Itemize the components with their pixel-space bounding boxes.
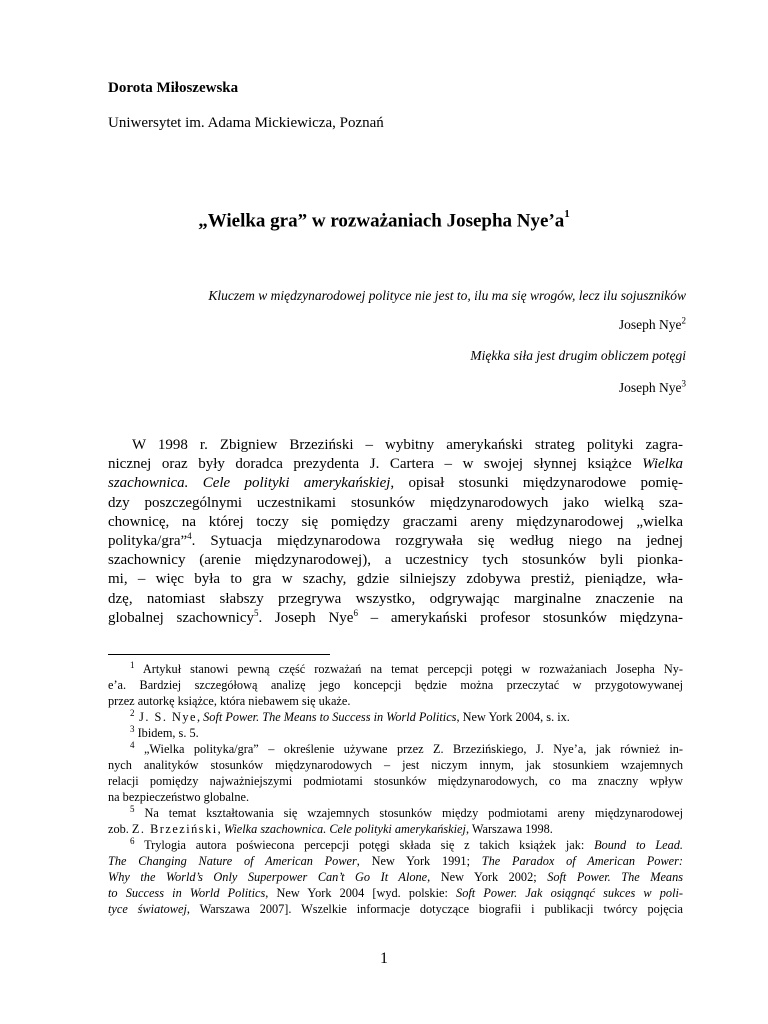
footnote-ref[interactable]: 6	[353, 607, 358, 618]
footnote-ref[interactable]: 5	[253, 607, 259, 618]
epigraph-2-footnote-ref[interactable]: 3	[681, 378, 686, 389]
author-affiliation: Uniwersytet im. Adama Mickiewicza, Poznań	[108, 115, 384, 131]
epigraph-1-attribution	[619, 317, 686, 333]
footnote-line	[108, 853, 683, 869]
footnote-text: Trylogia autora poświecona percepcji potęgi składa się z takich książek jak:	[134, 838, 595, 852]
body-line: W 1998 r. Zbigniew Brzeziński – wybitny amerykański strateg polityki zagra-	[132, 437, 683, 453]
footnote-book-title: Bound to Lead.	[594, 838, 683, 852]
footnote-text: , New York 1991;	[356, 854, 482, 868]
footnote-line: na bezpieczeństwo globalne.	[108, 790, 250, 804]
footnote-text: , Warszawa 1998.	[465, 822, 553, 836]
body-line	[108, 474, 683, 493]
footnote-book-title: The Paradox of American Power:	[481, 854, 683, 868]
title-footnote-ref[interactable]: 1	[564, 208, 570, 220]
footnote-book-title: Soft Power. The Means	[547, 870, 684, 884]
footnote-book-title: The Changing Nature of American Power	[108, 854, 357, 868]
body-line	[108, 532, 683, 551]
footnote-line	[108, 885, 683, 901]
body-text: . Sytuacja międzynarodowa rozgrywała się według niego na jednej	[191, 533, 683, 550]
body-line: chownicę, na której toczy się pomiędzy graczami areny międzynarodowej „wielka	[108, 513, 683, 530]
footnote-text: Na temat kształtowania się wzajemnych stosunków między podmiotami areny międzynarodowej	[134, 806, 683, 820]
body-line: dzę, natomiast słabszy przegrywa wszystko, odgrywając marginalne znaczenie na	[108, 590, 683, 607]
footnote-number: 3	[130, 723, 135, 734]
footnote-book-title: Why the World’s Only Superpower Can’t Go It Alone	[108, 870, 428, 884]
body-text: , opisał stosunki międzynarodowe pomię-	[390, 475, 683, 492]
footnote-text: Artykuł stanowi pewną część rozważań na temat percepcji potęgi w rozważaniach Josepha Ny-	[134, 662, 683, 676]
body-line	[108, 609, 683, 628]
book-title-italic: Wielka	[642, 456, 683, 473]
footnote-number: 4	[130, 739, 135, 750]
body-line: szachownicy (arenie międzynarodowej), a uczestnicy tych stosunków byli pionka-	[108, 552, 683, 569]
footnote-text: „Wielka polityka/gra” – określenie używane przez Z. Brzezińskiego, J. Nye’a, jak również in-	[134, 742, 683, 756]
footnote-6	[108, 837, 683, 853]
footnote-book-title: Soft Power. The Means to Success in World Politics	[203, 710, 457, 724]
footnote-text: , New York 2002;	[427, 870, 548, 884]
footnote-number: 5	[130, 803, 135, 814]
footnote-book-title: Wielka szachownica. Cele polityki amerykańskiej	[223, 822, 466, 836]
footnote-book-title: Soft Power. Jak osiągnąć sukces w poli-	[456, 886, 684, 900]
footnote-4	[108, 741, 683, 757]
footnote-separator	[108, 654, 330, 655]
body-text: globalnej szachownicy	[108, 609, 254, 626]
footnote-line: relacji pomiędzy najważniejszymi podmiotami stosunków międzynarodowych, co ma znaczny wpływ	[108, 774, 683, 788]
body-line: dzy poszczególnymi uczestnikami stosunków międzynarodowych jako wielką sza-	[108, 494, 683, 511]
epigraph-2-author: Joseph Nye	[618, 380, 682, 395]
footnote-text: Ibidem, s. 5.	[134, 726, 199, 740]
footnote-line: e’a. Bardziej szczegółową analizę jego koncepcji będzie można przeczytać w przygotowywanej	[108, 678, 683, 692]
footnote-text: ,	[196, 710, 204, 724]
body-text: nicznej oraz były doradca prezydenta J. Cartera – w swojej słynnej książce	[108, 456, 643, 473]
footnote-3	[108, 725, 683, 741]
footnote-book-title: to Success in World Politics	[108, 886, 266, 900]
footnote-ref[interactable]: 4	[187, 531, 192, 542]
page-number: 1	[380, 950, 388, 967]
epigraph-1-quote: Kluczem w międzynarodowej polityce nie jest to, ilu ma się wrogów, lecz ilu sojuszników	[208, 288, 686, 303]
footnote-line	[108, 821, 683, 837]
epigraph-2-quote: Miękka siła jest drugim obliczem potęgi	[470, 348, 686, 363]
article-title	[0, 210, 768, 232]
footnote-2	[108, 709, 683, 725]
footnote-number: 6	[130, 835, 135, 846]
footnote-line	[108, 901, 683, 917]
footnotes	[108, 661, 683, 917]
epigraph-2-attribution	[619, 380, 686, 396]
author-name: Dorota Miłoszewska	[108, 80, 239, 96]
body-text: . Joseph Nye	[258, 609, 354, 626]
footnote-author: Z. Brzeziński	[131, 822, 218, 836]
epigraph-1-footnote-ref[interactable]: 2	[681, 315, 686, 326]
body-line	[108, 455, 683, 474]
body-text: polityka/gra”	[108, 533, 188, 550]
footnote-number: 1	[130, 659, 135, 670]
footnote-1	[108, 661, 683, 677]
body-text: – amerykański profesor stosunków międzyna-	[357, 609, 683, 626]
footnote-line: nych analityków stosunków międzynarodowych – jest niczym innym, jak stosunkiem wzajemnych	[108, 758, 683, 772]
epigraph-1-author: Joseph Nye	[618, 317, 682, 332]
body-line: mi, – więc była to gra w szachy, gdzie silniejszy zdobywa prestiż, pieniądze, wła-	[108, 571, 683, 588]
book-title-italic: szachownica. Cele polityki amerykańskiej	[108, 475, 391, 492]
footnote-text: zob.	[108, 822, 132, 836]
footnote-line: przez autorkę książce, która niebawem się ukaże.	[108, 694, 351, 708]
footnote-book-title: tyce światowej	[108, 902, 187, 916]
footnote-text: , New York 2004 [wyd. polskie:	[265, 886, 457, 900]
body-paragraph	[108, 436, 683, 628]
footnote-text: ,	[217, 822, 224, 836]
footnote-author: J. S. Nye	[134, 710, 197, 724]
footnote-5	[108, 805, 683, 821]
footnote-line	[108, 869, 683, 885]
footnote-number: 2	[130, 707, 135, 718]
title-text: „Wielka gra” w rozważaniach Josepha Nye’a	[198, 210, 565, 232]
footnote-text: , New York 2004, s. ix.	[456, 710, 570, 724]
footnote-text: , Warszawa 2007]. Wszelkie informacje dotyczące biografii i publikacji twórcy pojęcia	[186, 902, 684, 916]
